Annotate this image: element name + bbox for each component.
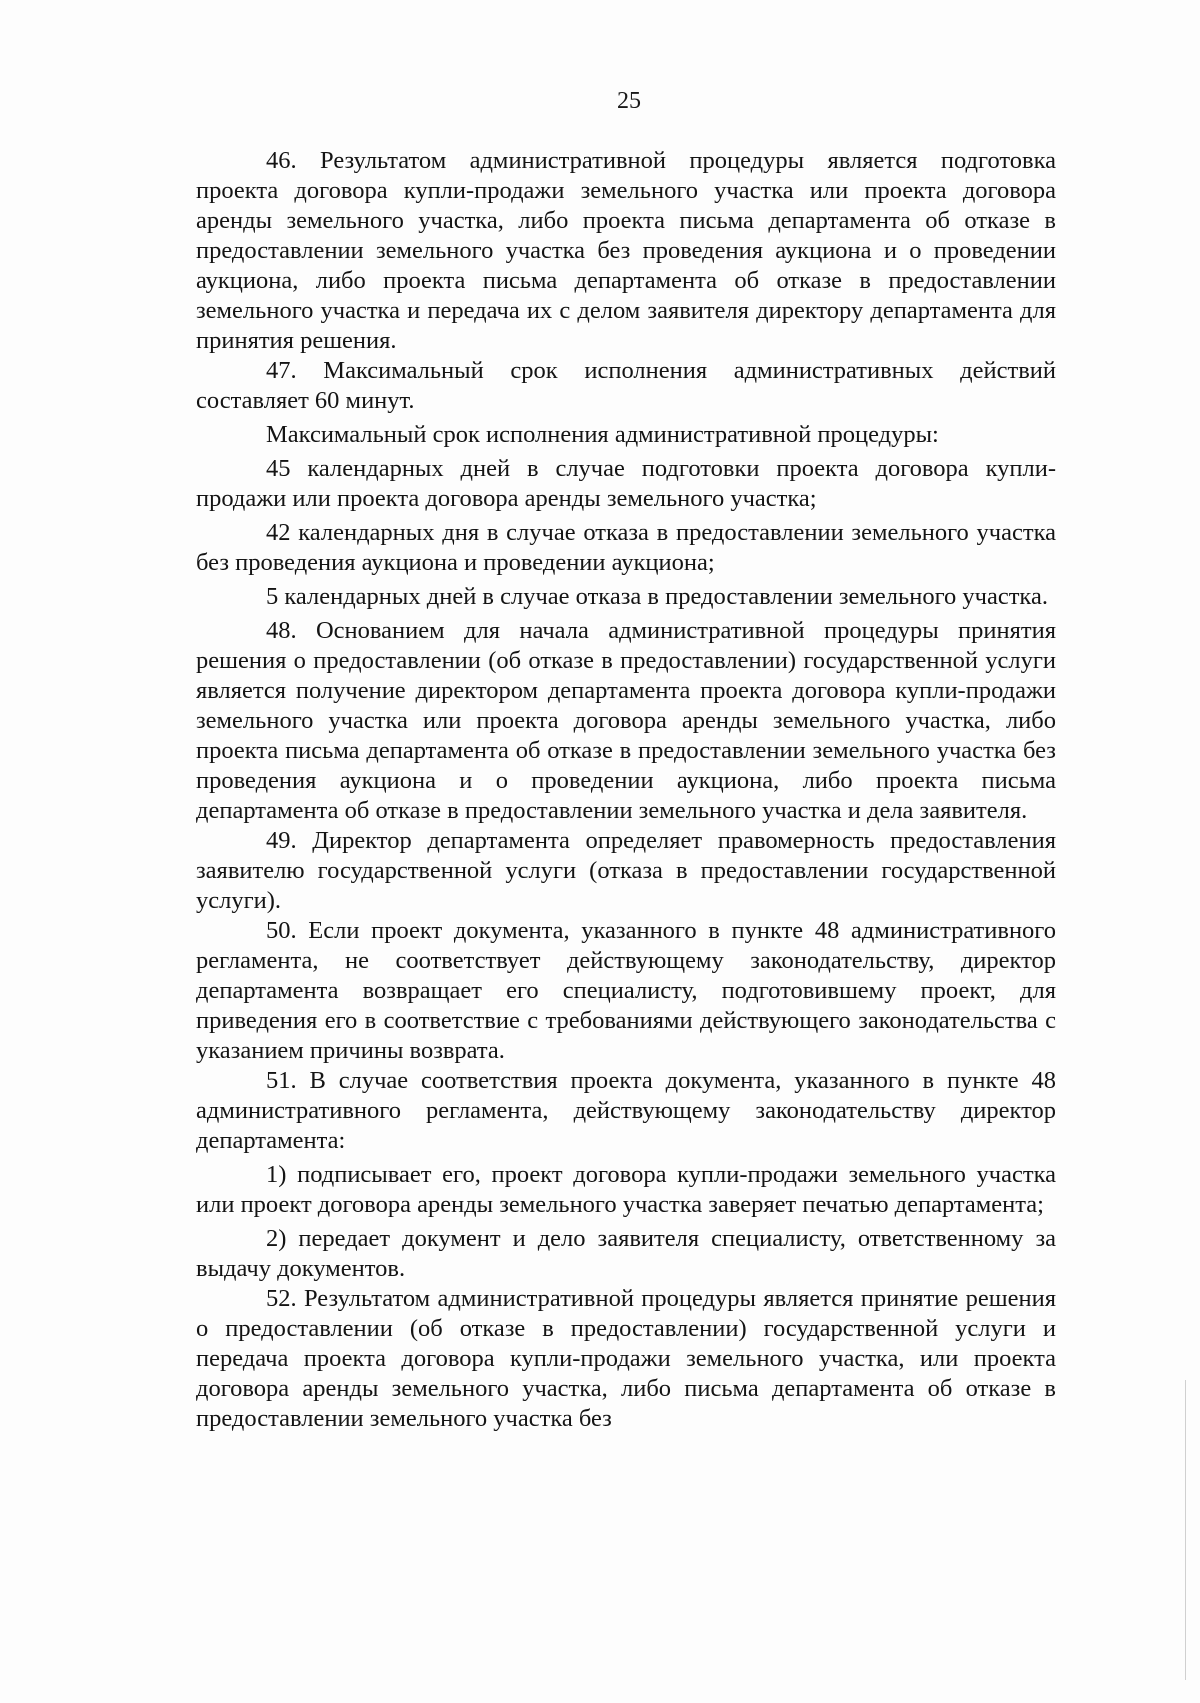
- page-number: 25: [617, 88, 641, 114]
- paragraph-48: 48. Основанием для начала административной процедуры принятия решения о предоставлении (об отказе в предоставлении) государственной услуги является получение директором департамента проекта договора купли-продажи земельного участка или проекта договора аренды земельного участка, либо проекта письма департамента об отказе в предоставлении земельного участка без проведения аукциона и о проведении аукциона, либо проекта письма департамента об отказе в предоставлении земельного участка и дела заявителя.: [196, 617, 1056, 824]
- paragraph-51: 51. В случае соответствия проекта документа, указанного в пункте 48 административного регламента, действующему законодательству директор департамента:: [196, 1067, 1056, 1154]
- paragraph-47: 47. Максимальный срок исполнения административных действий составляет 60 минут.: [196, 357, 1056, 414]
- document-body: [196, 146, 1056, 1434]
- paragraph-term-5-days: 5 календарных дней в случае отказа в предоставлении земельного участка.: [266, 583, 1048, 610]
- paragraph-49: 49. Директор департамента определяет правомерность предоставления заявителю государственной услуги (отказа в предоставлении государственной услуги).: [196, 827, 1056, 914]
- paragraph-46: 46. Результатом административной процедуры является подготовка проекта договора купли-продажи земельного участка или проекта договора аренды земельного участка, либо проекта письма департамента об отказе в предоставлении земельного участка без проведения аукциона и о проведении аукциона, либо проекта письма департамента об отказе в предоставлении земельного участка и передача их с делом заявителя директору департамента для принятия решения.: [196, 147, 1056, 354]
- paragraph-51-item-2: 2) передает документ и дело заявителя специалисту, ответственному за выдачу документов.: [196, 1225, 1056, 1282]
- paragraph-term-45-days: 45 календарных дней в случае подготовки проекта договора купли-продажи или проекта договора аренды земельного участка;: [196, 455, 1056, 512]
- paragraph-52: 52. Результатом административной процедуры является принятие решения о предоставлении (об отказе в предоставлении) государственной услуги и передача проекта договора купли-продажи земельного участка, или проекта договора аренды земельного участка, либо письма департамента об отказе в предоставлении земельного участка без: [196, 1285, 1056, 1432]
- paragraph-50: 50. Если проект документа, указанного в пункте 48 административного регламента, не соответствует действующему законодательству, директор департамента возвращает его специалисту, подготовившему проект, для приведения его в соответствие с требованиями действующего законодательства с указанием причины возврата.: [196, 917, 1056, 1064]
- paragraph-51-item-1: 1) подписывает его, проект договора купли-продажи земельного участка или проект договора аренды земельного участка заверяет печатью департамента;: [196, 1161, 1056, 1218]
- paragraph-max-term-heading: Максимальный срок исполнения административной процедуры:: [266, 421, 939, 448]
- paragraph-term-42-days: 42 календарных дня в случае отказа в предоставлении земельного участка без проведения аукциона и проведении аукциона;: [196, 519, 1056, 576]
- scan-edge-line: [1185, 1380, 1186, 1680]
